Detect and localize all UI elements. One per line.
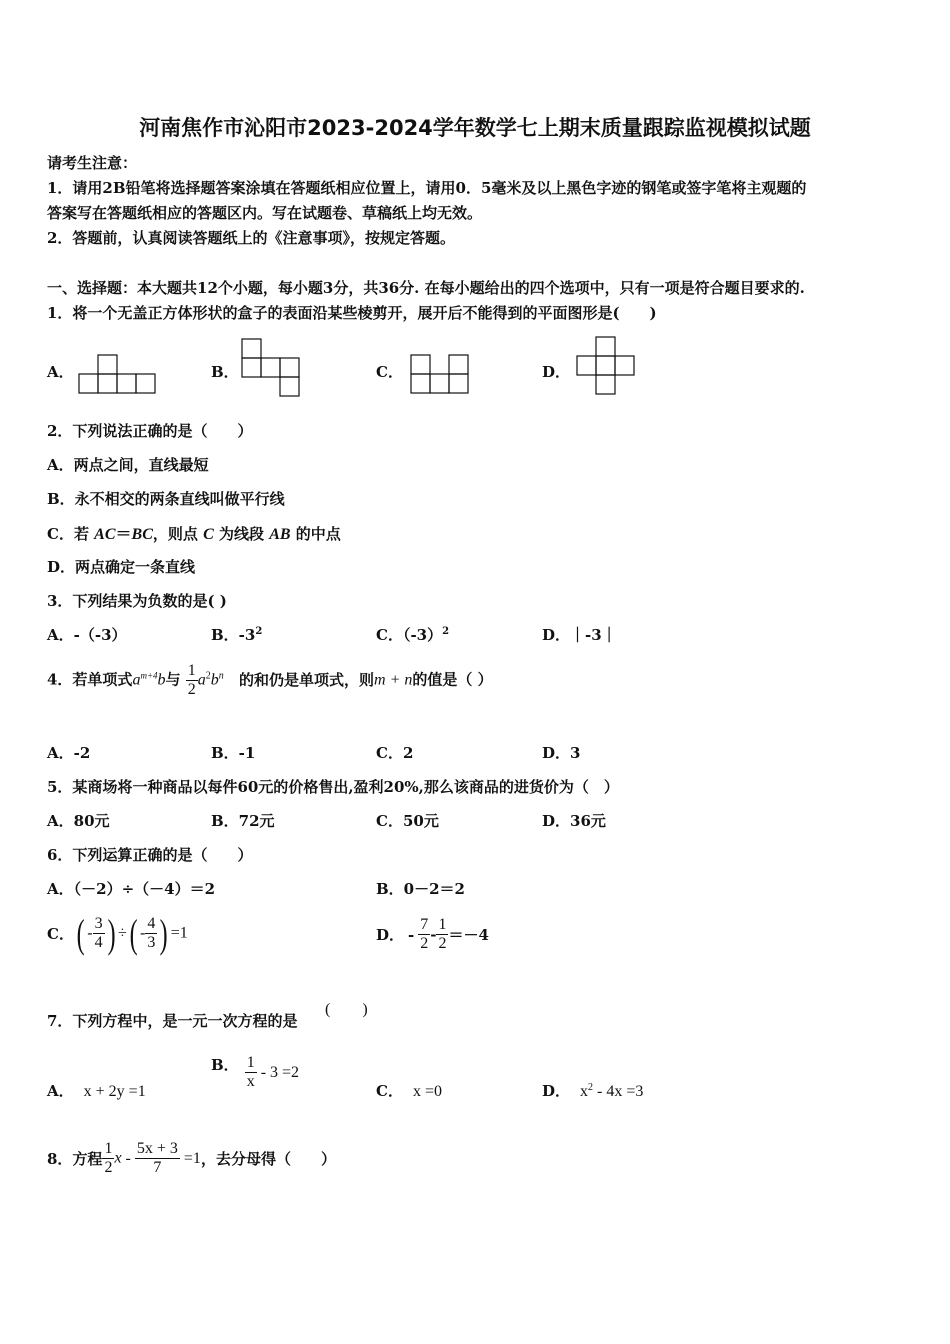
q2-c-bc: BC [131, 526, 153, 543]
q8-x: x [114, 1149, 122, 1167]
q4-option-c: C．2 [376, 744, 414, 762]
q6-d-frac-2 [436, 916, 448, 953]
q2-option-d: D．两点确定一条直线 [47, 558, 196, 576]
q7-b-frac [245, 1054, 257, 1091]
q6-d-frac-1 [418, 916, 430, 953]
q1-option-d-label: D． [542, 363, 571, 381]
section-heading: 一、选择题：本大题共12个小题，每小题3分，共36分. 在每小题给出的四个选项中，只有一项是符合题目要求的. [47, 279, 805, 297]
question-7-stem: 7．下列方程中，是一元一次方程的是 [47, 1012, 298, 1030]
q4-option-a: A．-2 [47, 744, 91, 762]
notice-line-2: 2．答题前，认真阅读答题纸上的《注意事项》，按规定答题。 [47, 229, 455, 247]
notice-line-1: 1．请用2B铅笔将选择题答案涂填在答题纸相应位置上，请用0．5毫米及以上黑色字迹的钢笔或签字笔将主观题的 [47, 179, 807, 197]
q7-option-d [542, 1080, 643, 1101]
question-1-stem: 1．将一个无盖正方体形状的盒子的表面沿某些棱剪开，展开后不能得到的平面图形是( ) [47, 304, 657, 322]
question-6-stem: 6．下列运算正确的是（ ） [47, 846, 253, 864]
q8-equals: =1 [183, 1149, 201, 1167]
q6-d-minus-1: - [408, 925, 415, 944]
q7-b-frac-num: 1 [246, 1054, 255, 1071]
q6-option-a: A．（－2）÷（－4）＝2 [47, 880, 216, 898]
q4-frac-num: 1 [187, 662, 196, 679]
q4-post2: 的值是（ ） [412, 670, 493, 689]
q1-option-b-label: B． [211, 363, 239, 381]
q2-c-point: C [203, 526, 214, 543]
q7-b-frac-den: x [246, 1073, 255, 1090]
q6-c-frac-1-num: 3 [94, 915, 103, 932]
question-3-stem: 3．下列结果为负数的是( ) [47, 592, 227, 610]
q4-a: a [132, 671, 141, 689]
q6-c-frac-1 [93, 915, 105, 952]
q3-option-d: D．｜-3｜ [542, 626, 617, 644]
q6-c-frac-1-den: 4 [94, 934, 103, 951]
q3-c-exponent: 2 [442, 626, 450, 637]
q2-c-mid2: 为线段 [213, 525, 270, 543]
q4-frac-den: 2 [187, 681, 196, 698]
q5-option-d: D．36元 [542, 812, 606, 830]
q6-c-lparen-2: ( [129, 911, 138, 956]
q6-d-minus-2: - [430, 925, 437, 944]
q8-frac-2-num: 5x + 3 [136, 1140, 178, 1157]
q7-d-exponent: 2 [588, 1082, 594, 1093]
q4-a2-exponent: 2 [205, 670, 211, 682]
q4-post: 的和仍是单项式，则 [239, 670, 375, 689]
q6-option-c [47, 910, 188, 957]
q5-option-b: B．72元 [211, 812, 275, 830]
q3-b-exponent: 2 [255, 626, 263, 637]
q8-minus: - [125, 1149, 131, 1167]
question-8-stem [47, 1140, 336, 1177]
q4-mid: 与 [165, 670, 181, 689]
q4-pre: 4．若单项式 [47, 670, 133, 689]
q1-option-b-net-figure [241, 338, 303, 400]
q2-c-post: 的中点 [290, 525, 341, 543]
q1-option-d-net-figure [576, 336, 638, 398]
q7-d-x: x [580, 1083, 589, 1100]
q6-c-minus-2: - [140, 924, 146, 942]
q4-option-b: B．-1 [211, 744, 256, 762]
q6-d-frac-2-num: 1 [438, 916, 447, 933]
q6-c-divide: ÷ [117, 924, 127, 942]
notice-line-1b: 答案写在答题纸相应的答题区内。写在试题卷、草稿纸上均无效。 [47, 204, 483, 222]
q6-c-frac-2 [145, 915, 157, 952]
q7-answer-paren: ( ) [325, 1001, 368, 1018]
question-4-stem [47, 662, 493, 699]
q8-label: 8．方程 [47, 1150, 103, 1168]
question-2-stem: 2．下列说法正确的是（ ） [47, 422, 253, 440]
q7-option-c [376, 1080, 442, 1101]
q6-c-rparen-2: ) [160, 911, 169, 956]
q2-c-ac: AC [94, 526, 116, 543]
q1-option-c-net-figure [410, 354, 472, 396]
q7-a-label: A． [47, 1082, 74, 1100]
q7-option-a [47, 1080, 146, 1101]
q3-option-b [211, 624, 262, 645]
q6-c-label: C． [47, 925, 74, 943]
q4-a2: a [197, 671, 206, 689]
q8-frac-2 [135, 1140, 180, 1177]
q4-b: b [157, 671, 166, 689]
q2-option-a: A．两点之间，直线最短 [47, 456, 209, 474]
q4-b2-exponent: n [218, 670, 224, 682]
q6-d-frac-1-den: 2 [420, 935, 429, 952]
q2-option-b: B．永不相交的两条直线叫做平行线 [47, 490, 285, 508]
q3-c-base: C．（-3） [376, 626, 443, 644]
q6-c-lparen-1: ( [76, 911, 85, 956]
q6-c-rparen-1: ) [107, 911, 116, 956]
question-5-stem: 5．某商场将一种商品以每件60元的价格售出,盈利20%,那么该商品的进货价为（ ） [47, 778, 619, 796]
q4-a-exponent: m+4 [140, 670, 158, 681]
q7-d-label: D． [542, 1082, 571, 1100]
q2-c-pre: C．若 [47, 525, 95, 543]
q2-option-c [47, 521, 341, 544]
q8-frac-1-num: 1 [104, 1140, 113, 1157]
q4-b2: b [210, 671, 219, 689]
q6-c-minus-1: - [87, 924, 93, 942]
q1-option-a-net-figure [78, 354, 158, 396]
q3-b-base: B．-3 [211, 626, 256, 644]
notice-heading: 请考生注意： [47, 154, 138, 172]
q6-d-label: D． [376, 926, 405, 944]
q7-b-label: B． [211, 1056, 239, 1074]
q7-option-b [211, 1054, 299, 1091]
q6-option-b: B．0－2＝2 [376, 880, 465, 898]
q8-frac-1 [102, 1140, 114, 1177]
q5-option-a: A．80元 [47, 812, 110, 830]
q8-post: ，去分母得（ ） [200, 1150, 336, 1168]
q6-d-frac-2-den: 2 [438, 935, 447, 952]
q2-c-segment: AB [269, 526, 291, 543]
q3-option-a: A．-（-3） [47, 626, 127, 644]
q8-frac-1-den: 2 [104, 1159, 113, 1176]
q6-c-frac-2-den: 3 [147, 934, 156, 951]
q6-option-d [376, 916, 489, 953]
q7-c-expr: x =0 [412, 1083, 442, 1100]
q1-option-a-label: A． [47, 363, 74, 381]
q7-a-expr: x + 2y =1 [83, 1083, 146, 1100]
q4-fraction [186, 662, 198, 699]
q8-frac-2-den: 7 [153, 1159, 162, 1176]
q2-c-eq: ＝ [115, 526, 132, 543]
page-title: 河南焦作市沁阳市2023-2024学年数学七上期末质量跟踪监视模拟试题 [139, 116, 811, 140]
q6-d-tail: ＝－4 [448, 926, 489, 944]
q7-d-tail: - 4x =3 [597, 1083, 644, 1100]
q6-d-frac-1-num: 7 [420, 916, 429, 933]
q4-expr: m + n [374, 671, 413, 689]
q7-c-label: C． [376, 1082, 403, 1100]
q6-c-frac-2-num: 4 [147, 915, 156, 932]
q5-option-c: C．50元 [376, 812, 439, 830]
q2-c-mid: ，则点 [152, 525, 204, 543]
q7-b-tail: - 3 =2 [260, 1064, 300, 1081]
q3-option-c [376, 624, 449, 645]
q1-option-c-label: C． [376, 363, 403, 381]
q4-option-d: D．3 [542, 744, 581, 762]
q6-c-equals: =1 [170, 924, 188, 942]
